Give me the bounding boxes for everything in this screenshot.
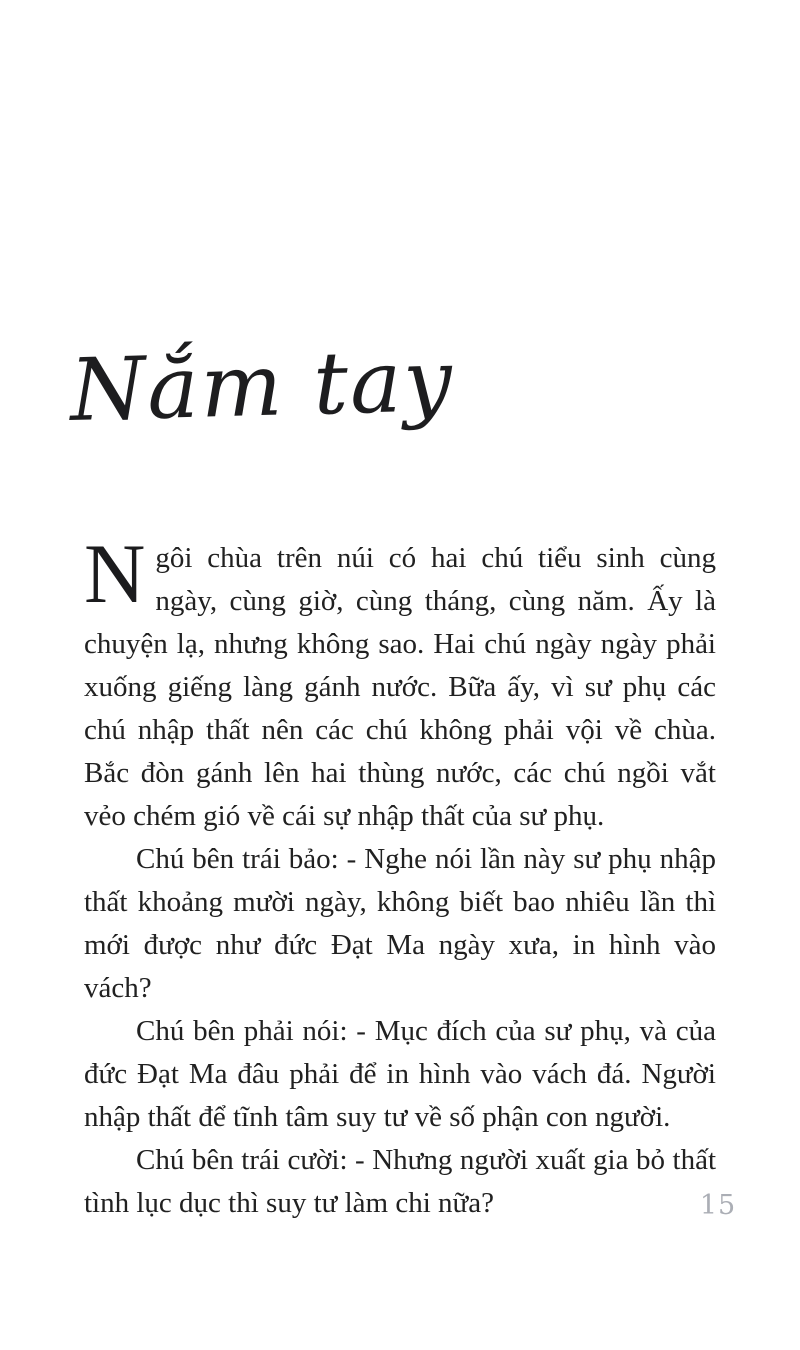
page-number: 15 <box>699 1190 737 1221</box>
paragraph-dialogue-2 <box>84 1010 716 1139</box>
paragraph-text: gôi chùa trên núi có hai chú tiểu sinh cùng ngày, cùng giờ, cùng tháng, cùng năm. Ấy là chuyện lạ, nhưng không sao. Hai chú ngày ngày phải xuống giếng làng gánh nước. Bữa ấy, vì sư phụ các chú nhập thất nên các chú không phải vội về chùa. Bắc đòn gánh lên hai thùng nước, các chú ngồi vắt vẻo chém gió về cái sự nhập thất của sư phụ. <box>84 542 716 832</box>
paragraph-text: Chú bên trái cười: - Nhưng người xuất gia bỏ thất tình lục dục thì suy tư làm chi nữa? <box>84 1144 716 1219</box>
paragraph-dialogue-1 <box>84 838 716 1010</box>
body-text-block <box>84 527 716 1225</box>
paragraph-text: Chú bên phải nói: - Mục đích của sư phụ, và của đức Đạt Ma đâu phải để in hình vào vách đá. Người nhập thất để tĩnh tâm suy tư về số phận con người. <box>84 1015 716 1133</box>
paragraph-opening <box>84 527 716 838</box>
drop-cap: N <box>84 527 146 621</box>
paragraph-dialogue-3 <box>84 1139 716 1225</box>
chapter-title: Nắm tay <box>68 330 456 442</box>
paragraph-text: Chú bên trái bảo: - Nghe nói lần này sư phụ nhập thất khoảng mười ngày, không biết bao nhiêu lần thì mới được như đức Đạt Ma ngày xưa, in hình vào vách? <box>84 843 716 1004</box>
